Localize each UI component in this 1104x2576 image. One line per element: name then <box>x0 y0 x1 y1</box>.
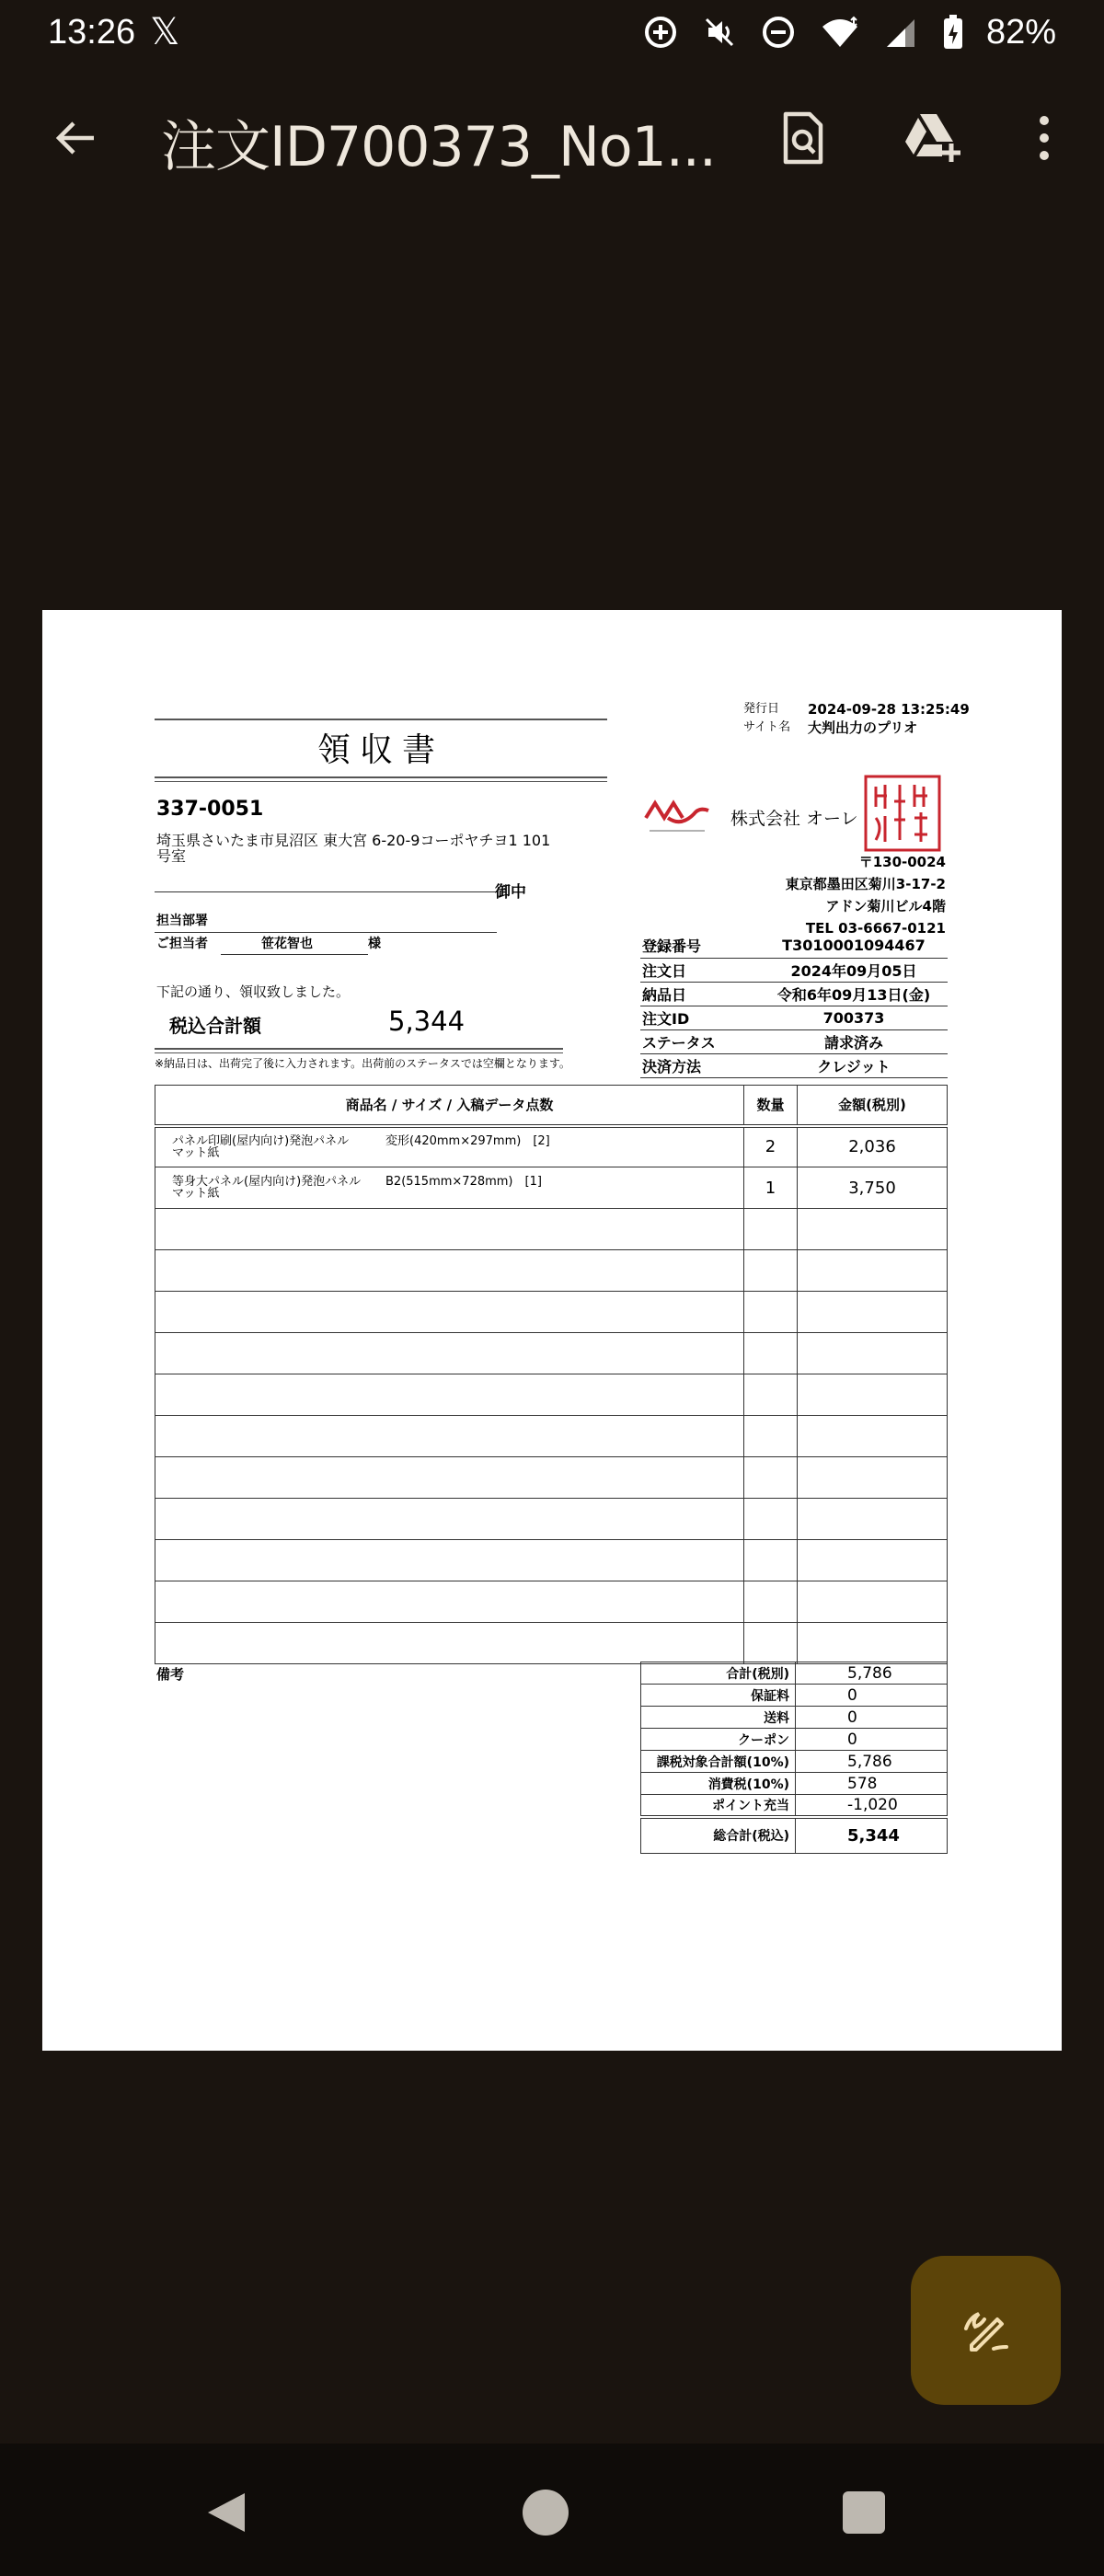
mute-icon <box>701 14 738 51</box>
company-name: 株式会社 オーレ <box>730 809 858 829</box>
document-title: 注文ID700373_No1... <box>161 115 716 179</box>
summary-value: 0 <box>796 1729 948 1751</box>
table-row-empty <box>155 1374 948 1416</box>
battery-percent: 82% <box>985 12 1056 52</box>
add-to-drive-icon <box>900 109 964 167</box>
find-in-page-icon <box>773 109 832 167</box>
info-label: 納品日 <box>640 982 760 1006</box>
contact-label: ご担当者 <box>156 937 208 951</box>
status-bar <box>0 0 1104 64</box>
table-row-empty <box>155 1250 948 1292</box>
summary-row <box>641 1795 948 1817</box>
summary-label: 課税対象合計額(10%) <box>641 1751 796 1773</box>
info-row <box>640 1053 948 1077</box>
table-row-empty <box>155 1292 948 1333</box>
column-header-qty: 数量 <box>744 1086 798 1126</box>
divider <box>221 954 368 955</box>
item-spec: B2(515mm×728mm) [1] <box>385 1175 542 1189</box>
summary-label: クーポン <box>641 1729 796 1751</box>
summary-value: -1,020 <box>796 1795 948 1817</box>
table-row-empty <box>155 1499 948 1540</box>
order-info-table <box>640 934 948 1078</box>
back-arrow-icon <box>52 114 99 162</box>
company-logo-icon <box>640 790 714 840</box>
table-row-empty <box>155 1581 948 1623</box>
summary-table <box>640 1662 948 1854</box>
wifi-icon <box>819 14 861 51</box>
item-name: パネル印刷(屋内向け)発泡パネル <box>172 1133 350 1148</box>
company-address <box>677 851 946 939</box>
summary-row <box>641 1751 948 1773</box>
summary-label: 消費税(10%) <box>641 1773 796 1795</box>
summary-row <box>641 1662 948 1685</box>
customer-address: 埼玉県さいたま市見沼区 東大宮 6-20-9コーポヤチヨ1 101号室 <box>156 832 551 865</box>
app-bar <box>0 83 1104 193</box>
more-vert-icon <box>1040 116 1049 125</box>
system-nav-bar <box>0 2444 1104 2576</box>
do-not-disturb-icon <box>760 14 797 51</box>
company-address-line1: 東京都墨田区菊川3-17-2 <box>785 876 946 892</box>
edit-fab-button[interactable] <box>911 2256 1061 2405</box>
status-icons <box>642 13 1056 52</box>
back-button[interactable] <box>46 109 105 167</box>
summary-row <box>641 1707 948 1729</box>
company-address-line2: アドン菊川ビル4階 <box>825 898 946 914</box>
item-amount: 2,036 <box>798 1126 948 1167</box>
info-value: 令和6年09月13日(金) <box>760 982 948 1006</box>
info-value: T3010001094467 <box>760 934 948 958</box>
table-row-empty <box>155 1457 948 1499</box>
grand-total-label: 総合計(税込) <box>641 1817 796 1854</box>
nav-recents-icon[interactable] <box>843 2491 885 2534</box>
summary-value: 0 <box>796 1685 948 1707</box>
more-options-button[interactable] <box>1021 109 1067 167</box>
info-label: 決済方法 <box>640 1053 760 1077</box>
summary-label: 送料 <box>641 1707 796 1729</box>
company-seal-icon <box>863 774 942 853</box>
issue-meta <box>743 700 970 737</box>
status-time: 13:26 <box>48 12 136 52</box>
item-name-cell <box>155 1167 744 1209</box>
onchu-label: 御中 <box>495 883 526 902</box>
table-row-empty <box>155 1540 948 1581</box>
divider <box>155 932 497 933</box>
column-header-amount: 金額(税別) <box>798 1086 948 1126</box>
table-row <box>155 1167 948 1209</box>
grand-total-row <box>641 1817 948 1854</box>
summary-row <box>641 1685 948 1707</box>
summary-label: 合計(税別) <box>641 1662 796 1685</box>
receipt-title-block <box>155 719 607 782</box>
nav-home-icon[interactable] <box>523 2490 569 2536</box>
summary-label: ポイント充当 <box>641 1795 796 1817</box>
info-row <box>640 934 948 958</box>
info-row <box>640 1006 948 1029</box>
data-saver-icon <box>642 14 679 51</box>
summary-value: 5,786 <box>796 1751 948 1773</box>
info-row <box>640 1029 948 1053</box>
document-page[interactable] <box>42 610 1062 2051</box>
item-amount: 3,750 <box>798 1167 948 1209</box>
item-material: マット紙 <box>172 1145 220 1160</box>
info-label: ステータス <box>640 1029 760 1053</box>
battery-charging-icon <box>942 14 964 51</box>
table-row-empty <box>155 1623 948 1664</box>
info-row <box>640 958 948 982</box>
info-label: 登録番号 <box>640 934 760 958</box>
table-row-empty <box>155 1333 948 1374</box>
info-row <box>640 982 948 1006</box>
company-tel: TEL 03-6667-0121 <box>805 920 946 937</box>
info-value: 2024年09月05日 <box>760 958 948 982</box>
grand-total-value: 5,344 <box>796 1817 948 1854</box>
remarks-label: 備考 <box>156 1666 185 1683</box>
items-table <box>155 1085 948 1664</box>
divider <box>155 891 497 892</box>
summary-label: 保証料 <box>641 1685 796 1707</box>
summary-value: 5,786 <box>796 1662 948 1685</box>
nav-back-icon[interactable] <box>204 2490 248 2536</box>
dept-label: 担当部署 <box>156 914 208 928</box>
add-to-drive-button[interactable] <box>900 109 964 167</box>
signal-icon <box>883 14 920 51</box>
item-qty: 2 <box>744 1126 798 1167</box>
info-value: 700373 <box>760 1006 948 1029</box>
receipt-title: 領収書 <box>316 731 444 769</box>
total-label: 税込合計額 <box>169 1015 261 1037</box>
edit-pen-icon <box>957 2301 1016 2360</box>
table-row <box>155 1126 948 1167</box>
site-label: サイト名 <box>743 720 791 734</box>
table-row-empty <box>155 1209 948 1250</box>
column-header-name: 商品名 / サイズ / 入稿データ点数 <box>155 1086 744 1126</box>
company-postcode: 〒130-0024 <box>858 854 946 870</box>
item-name-cell <box>155 1126 744 1167</box>
item-spec: 変形(420mm×297mm) [2] <box>385 1133 550 1148</box>
issue-date: 2024-09-28 13:25:49 <box>808 701 970 718</box>
summary-row <box>641 1729 948 1751</box>
x-logo-icon: 𝕏 <box>150 11 180 53</box>
customer-postcode: 337-0051 <box>156 798 264 821</box>
info-label: 注文ID <box>640 1006 760 1029</box>
item-material: マット紙 <box>172 1187 220 1201</box>
table-row-empty <box>155 1416 948 1457</box>
item-name: 等身大パネル(屋内向け)発泡パネル <box>172 1175 362 1189</box>
find-in-page-button[interactable] <box>773 109 832 167</box>
info-value: クレジット <box>760 1053 948 1077</box>
items-header-row <box>155 1086 948 1126</box>
delivery-note: ※納品日は、出荷完了後に入力されます。出荷前のステータスでは空欄となります。 <box>155 1057 570 1070</box>
issue-date-label: 発行日 <box>743 702 780 716</box>
sama-label: 様 <box>368 937 381 951</box>
item-qty: 1 <box>744 1167 798 1209</box>
total-value: 5,344 <box>388 1006 466 1037</box>
contact-name: 笹花智也 <box>261 937 313 951</box>
summary-row <box>641 1773 948 1795</box>
summary-value: 578 <box>796 1773 948 1795</box>
info-value: 請求済み <box>760 1029 948 1053</box>
summary-value: 0 <box>796 1707 948 1729</box>
site-name: 大判出力のプリオ <box>808 719 918 736</box>
received-text: 下記の通り、領収致しました。 <box>156 983 351 1000</box>
info-label: 注文日 <box>640 958 760 982</box>
